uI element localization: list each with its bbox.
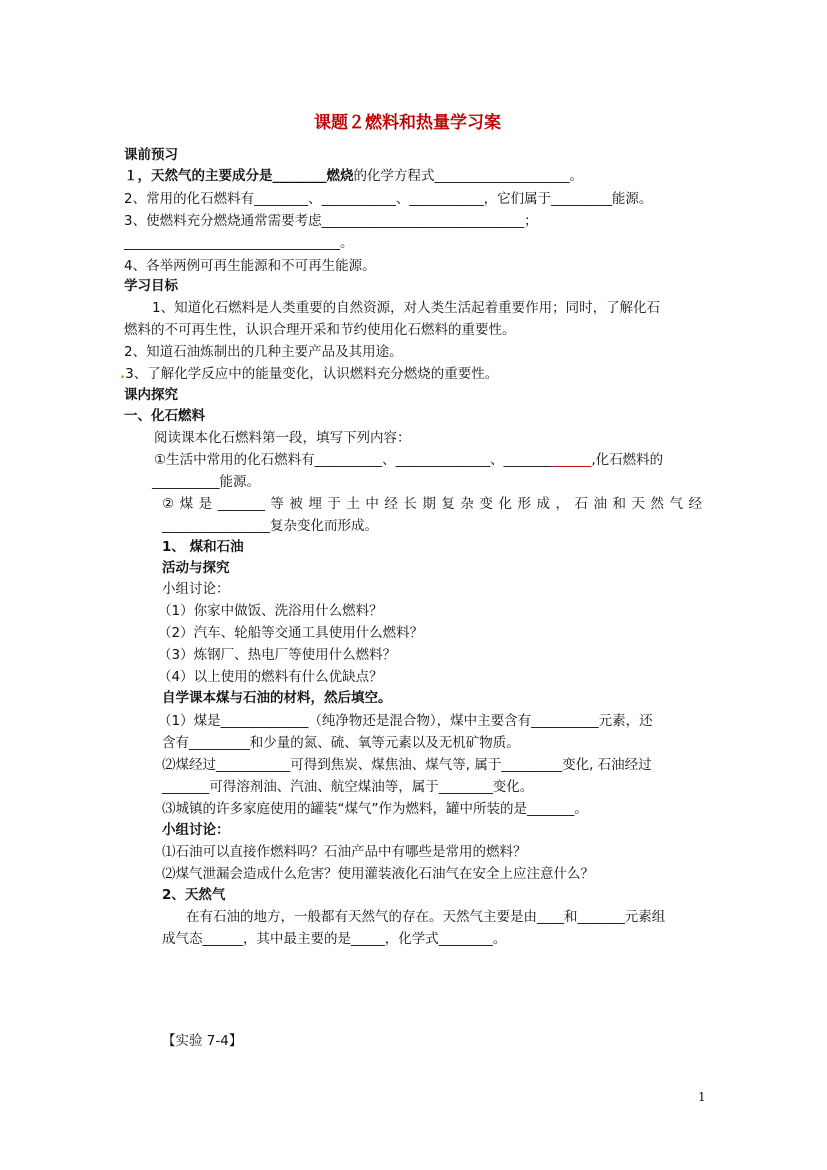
preview-q2: 2、常用的化石燃料有________、___________、___________，它们属于_________能源。 (124, 191, 653, 207)
preview-heading: 课前预习 (124, 147, 178, 163)
fill-2-line1: ⑵煤经过___________可得到焦炭、煤焦油、煤气等, 属于_________变化, 石油经过 (162, 757, 652, 773)
reading-item-1 (154, 450, 663, 470)
q1-part-b: 燃烧 (326, 168, 354, 184)
fill-1-line1: （1）煤是_____________（纯净物还是混合物），煤中主要含有__________元素，还 (158, 713, 653, 729)
goal-2: 2、知道石油炼制出的几种主要产品及其用途。 (124, 344, 403, 360)
preview-q3-line2: ________________________________。 (124, 235, 354, 251)
discussion-2: （2）汽车、轮船等交通工具使用什么燃料？ (158, 625, 424, 641)
goal-3 (120, 364, 498, 384)
preview-q1 (124, 166, 583, 186)
goal-3-text: 3、了解化学反应中的能量变化，认识燃料充分燃烧的重要性。 (125, 366, 499, 382)
fill-3: ⑶城镇的许多家庭使用的罐装“煤气”作为燃料，罐中所装的是_______。 (162, 801, 588, 817)
preview-q3-line1: 3、使燃料充分燃烧通常需要考虑______________________________； (124, 213, 538, 229)
subsection-2-heading: 2、天然气 (162, 887, 226, 903)
reading-item-2: ②煤是_______等被埋于土中经长期复杂变化形成，石油和天然气经 (162, 496, 702, 512)
q1-part-c: 的化学方程式____________________。 (353, 168, 583, 184)
discussion-4: （4）以上使用的燃料有什么优缺点？ (158, 669, 383, 685)
activity-heading: 活动与探究 (162, 560, 230, 576)
goal-1-line1: 1、知道化石燃料是人类重要的自然资源，对人类生活起着重要作用；同时，了解化石 (152, 300, 661, 316)
explore-heading: 课内探究 (124, 387, 178, 403)
group-discussion-label: 小组讨论： (162, 581, 230, 597)
q1-part-a: １，天然气的主要成分是________ (124, 168, 327, 184)
goals-heading: 学习目标 (124, 278, 178, 294)
discussion-3: （3）炼钢厂、热电厂等使用什么燃料？ (158, 647, 397, 663)
fill-2-line2: _______可得溶剂油、汽油、航空煤油等，属于________变化。 (162, 779, 534, 795)
discussion-1: （1）你家中做饭、洗浴用什么燃料？ (158, 603, 383, 619)
reading-item-2-cont: ________________复杂变化而形成。 (162, 518, 378, 534)
group-discussion-2-heading: 小组讨论： (162, 822, 230, 838)
self-study-heading: 自学课本煤与石油的材料，然后填空。 (162, 690, 392, 706)
group-discussion-2-q1: ⑴石油可以直接作燃料吗？石油产品中有哪些是常用的燃料？ (162, 844, 527, 860)
reading-instruction: 阅读课本化石燃料第一段，填写下列内容： (154, 430, 411, 446)
reading-item-1-cont: __________能源。 (152, 474, 260, 490)
reading-item-1-c: ,化石燃料的 (591, 452, 664, 468)
reading-item-1-a: ①生活中常用的化石燃料有__________、______________、_______ (154, 452, 551, 468)
goal-3-mark: . (120, 366, 126, 382)
page-title: 课题２燃料和热量学习案 (314, 113, 501, 133)
page-number: 1 (698, 1090, 706, 1104)
experiment-label: 【实验 7-4】 (162, 1033, 243, 1049)
preview-q4: 4、各举两例可再生能源和不可再生能源。 (124, 258, 376, 274)
reading-item-1-b: ______ (550, 452, 592, 468)
section-1-heading: 一、化石燃料 (124, 408, 205, 424)
fill-1-line2: 含有_________和少量的氮、硫、氧等元素以及无机矿物质。 (162, 735, 520, 751)
goal-1-line2: 燃料的不可再生性，认识合理开采和节约使用化石燃料的重要性。 (124, 322, 516, 338)
subsection-1-heading: 1、 煤和石油 (162, 539, 244, 555)
group-discussion-2-q2: ⑵煤气泄漏会造成什么危害？使用灌装液化石油气在安全上应注意什么？ (162, 866, 594, 882)
natural-gas-line1: 在有石油的地方，一般都有天然气的存在。天然气主要是由____和_______元素组 (186, 909, 666, 925)
natural-gas-line2: 成气态______，其中最主要的是_____，化学式________。 (162, 931, 507, 947)
